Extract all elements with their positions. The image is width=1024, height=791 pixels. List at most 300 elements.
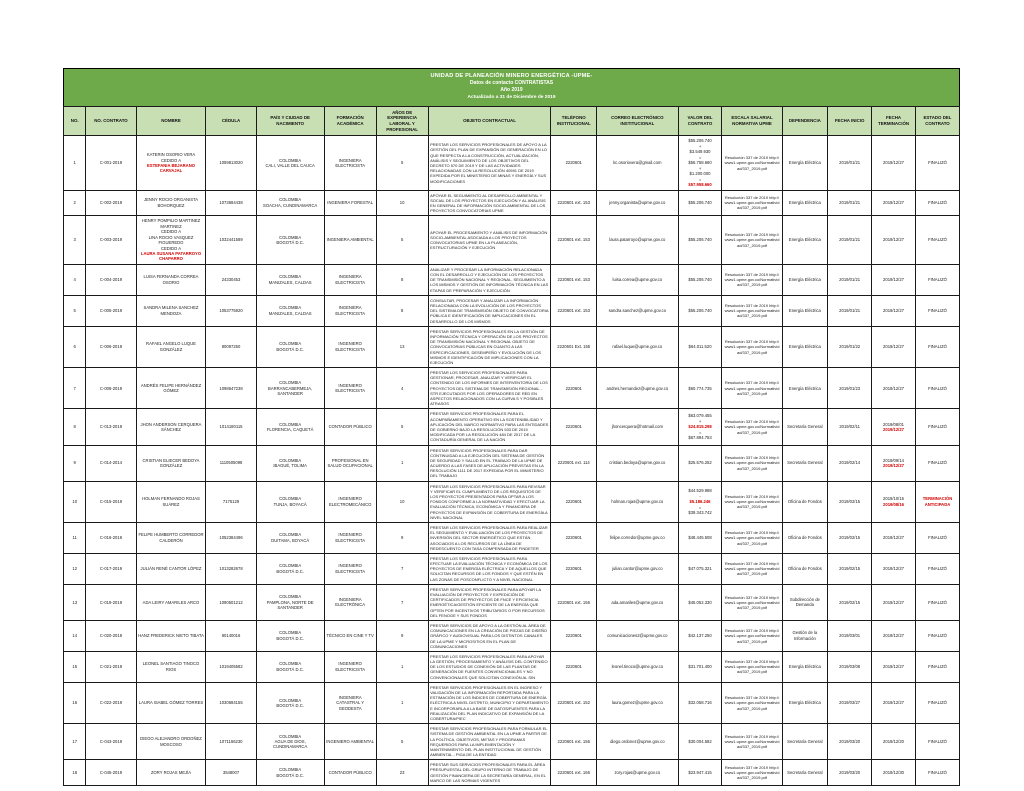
- cell-fecha_term: 2019/12/27: [872, 553, 916, 584]
- cell-objeto: PRESTAR LOS SERVICIOS PROFESIONALES PARA GESTIONAR, PROCESAR, ANALIZAR Y VERIFICAR EL CONTENIDO DE LOS INFORMES DE INTERVENTORÍA DE LOS PROYECTOS DEL SISTEMA DE TRANSMISIÓN REGIONAL - STR EJECUTADOS POR LOS OPERADORES DE RED EN ASPECTOS RELACIONADOS CON LA CURVA S Y POSIBLES ATRASOS: [428, 368, 551, 409]
- cell-correo: andres.hernandez@upme.gov.co: [597, 368, 679, 409]
- column-header-valor: VALOR DEL CONTRATO: [678, 106, 722, 136]
- cell-valor: $55.206.740: [678, 295, 722, 326]
- cell-cedula: 3548007: [206, 760, 256, 786]
- cell-no: 5: [64, 295, 86, 326]
- cell-telefono: 2220601: [551, 553, 597, 584]
- cell-pais: COLOMBIA BOGOTÁ D.C.: [256, 651, 324, 682]
- table-row: [64, 445, 960, 481]
- cell-contrato: C-002-2019: [86, 190, 136, 216]
- cell-contrato: C-019-2019: [86, 584, 136, 620]
- cell-nombre: ANDRÉS FELIPE HERNÁNDEZ GÓMEZ: [136, 368, 206, 409]
- cell-valor: $42.137.250: [678, 620, 722, 651]
- cell-anos: 10: [376, 190, 428, 216]
- cell-anos: 8: [376, 295, 428, 326]
- table-row: [64, 481, 960, 522]
- column-header-dependencia: DEPENDENCIA: [782, 106, 828, 136]
- cell-contrato: C-015-2019: [86, 481, 136, 522]
- cell-formacion: INGENIERA ELECTRICISTA: [324, 264, 376, 295]
- cell-telefono: 2220601 ext. 152: [551, 682, 597, 723]
- cell-valor: $31.701.400: [678, 651, 722, 682]
- cell-no: 10: [64, 481, 86, 522]
- column-header-objeto: OBJETO CONTRACTUAL: [428, 106, 551, 136]
- cell-formacion: INGENIERO ELECTRICISTA: [324, 553, 376, 584]
- cell-formacion: INGENIERO ELECTRICISTA: [324, 368, 376, 409]
- cell-escala: Resolución 337 de 2019 http://www1.upme.gov.co/Normatividad/337_2019.pdf: [722, 760, 782, 786]
- cell-dependencia: Gestión de la Información: [782, 620, 828, 651]
- table-header: [64, 106, 960, 136]
- cell-dependencia: Energía Eléctrica: [782, 326, 828, 367]
- cell-valor: $30.004.582: [678, 724, 722, 760]
- cell-valor: $55.206.740: [678, 216, 722, 265]
- cell-objeto: PRESTAR SERVICIOS PROFESIONALES PARA DAR CONTINUIDAD A LA EJECUCIÓN DEL SISTEMA DE GESTIÓN DE SEGURIDAD Y SALUD EN EL TRABAJO DE LA UPME DE ACUERDO A LAS FASES DE APLICACIÓN PREVISTAS EN LA RESOLUCIÓN 1111 DE 2017 EXPEDIDA POR EL MINISTERIO DEL TRABAJO: [428, 445, 551, 481]
- cell-escala: Resolución 337 de 2019 http://www1.upme.gov.co/Normatividad/337_2019.pdf: [722, 651, 782, 682]
- cell-estado: FINALIZÓ: [915, 136, 959, 190]
- cell-fecha_inicio: 2019/01/22: [828, 326, 872, 367]
- cell-cedula: 1098647238: [206, 368, 256, 409]
- table-row: [64, 522, 960, 553]
- cell-objeto: PRESTAR SERVICIOS PROFESIONALES EN EL INGRESO Y VALIDACIÓN DE LA INFORMACIÓN REPORTADA PARA LA ESTIMACIÓN DE LOS ÍNDICES DE COBERTURA DE ENERGÍA ELÉCTRICA A NIVEL DISTRITO, MUNICIPIO Y DEPARTAMENTO E INCORPORARLA A LA BASE DE DATOS/FUENTES PARA LA REALIZACIÓN DEL PLAN INDICATIVO DE EXPANSIÓN DE LA COBERTURA/PIEC: [428, 682, 551, 723]
- cell-pais: COLOMBIA BOGOTÁ D.C.: [256, 760, 324, 786]
- cell-correo: zory.rojas@upme.gov.co: [597, 760, 679, 786]
- cell-fecha_inicio: 2019/03/27: [828, 682, 872, 723]
- cell-fecha_inicio: 2019/01/21: [828, 190, 872, 216]
- cell-valor: $64.011.520: [678, 326, 722, 367]
- cell-pais: COLOMBIA SOACHA, CUNDINAMARCA: [256, 190, 324, 216]
- cell-fecha_inicio: 2019/02/15: [828, 481, 872, 522]
- cell-dependencia: Secretaría General: [782, 724, 828, 760]
- cell-objeto: APOYAR EL PROCESAMIENTO Y ANÁLISIS DE INFORMACIÓN SOCIO-AMBIENTAL ASOCIADA A LOS PROYECTOS CONVOCATORIAS UPME EN LA PLANEACIÓN, ESTRUCTURACIÓN Y EJECUCIÓN: [428, 216, 551, 265]
- cell-correo: rafael.luque@upme.gov.co: [597, 326, 679, 367]
- cell-fecha_inicio: 2019/01/21: [828, 136, 872, 190]
- cell-anos: 5: [376, 216, 428, 265]
- cell-correo: diego.ordonez@upme.gov.co: [597, 724, 679, 760]
- cell-fecha_inicio: 2019/02/15: [828, 584, 872, 620]
- cell-escala: Resolución 337 de 2019 http://www1.upme.gov.co/Normatividad/337_2019.pdf: [722, 682, 782, 723]
- cell-fecha_term: 2019/12/27: [872, 326, 916, 367]
- cell-contrato: C-005-2019: [86, 295, 136, 326]
- cell-escala: Resolución 337 de 2019 http://www1.upme.gov.co/Normatividad/337_2019.pdf: [722, 522, 782, 553]
- cell-no: 8: [64, 409, 86, 445]
- cell-telefono: 2220601 ext. 166: [551, 760, 597, 786]
- cell-dependencia: Energía Eléctrica: [782, 651, 828, 682]
- cell-cedula: 1032441589: [206, 216, 256, 265]
- cell-fecha_inicio: 2019/01/23: [828, 368, 872, 409]
- cell-anos: 4: [376, 368, 428, 409]
- cell-dependencia: Secretaría General: [782, 760, 828, 786]
- cell-nombre: CRISTIAN ELIECER BEDOYA GONZÁLEZ: [136, 445, 206, 481]
- cell-nombre: KATERIN OSORIO VERA CEDIDO A ESTEFANIA BEJARANO CARVAJAL: [136, 136, 206, 190]
- cell-anos: 5: [376, 136, 428, 190]
- cell-estado: FINALIZÓ: [915, 216, 959, 265]
- cell-cedula: 24330453: [206, 264, 256, 295]
- cell-dependencia: Energía Eléctrica: [782, 682, 828, 723]
- cell-contrato: C-003-2019: [86, 216, 136, 265]
- cell-nombre: JHON ANDERSON CERQUERA SÁNCHEZ: [136, 409, 206, 445]
- cell-contrato: C-020-2019: [86, 620, 136, 651]
- cell-objeto: PRESTAR LOS SERVICIOS PROFESIONALES PARA REALIZAR EL SEGUIMIENTO Y EVALUACIÓN DE LOS PROYECTOS DE INVERSIÓN DEL SECTOR ENERGÉTICO QUE ESTÁN ASOCIADOS A LOS RECURSOS DE LA LÍNEA DE REDESCUENTO CON TASA COMPENSADA DE FINDETER: [428, 522, 551, 553]
- cell-cedula: 7175129: [206, 481, 256, 522]
- cell-fecha_term: 2019/12/27: [872, 368, 916, 409]
- cell-anos: 5: [376, 724, 428, 760]
- table-row: [64, 216, 960, 265]
- cell-estado: FINALIZÓ: [915, 190, 959, 216]
- cell-estado: FINALIZÓ: [915, 522, 959, 553]
- cell-pais: COLOMBIA MANIZALES, CALDAS: [256, 295, 324, 326]
- cell-correo: laura.gomez@upme.gov.co: [597, 682, 679, 723]
- cell-correo: sandra.sanchez@upme.gov.co: [597, 295, 679, 326]
- cell-dependencia: Oficina de Fondos: [782, 522, 828, 553]
- cell-nombre: ADA LEIRY AMARILES ARCO: [136, 584, 206, 620]
- cell-correo: felipe.corredor@upme.gov.co: [597, 522, 679, 553]
- cell-cedula: 1013282678: [206, 553, 256, 584]
- cell-formacion: PROFESIONAL EN SALUD OCUPACIONAL: [324, 445, 376, 481]
- table-row: [64, 326, 960, 367]
- cell-fecha_term: 2019/12/20: [872, 724, 916, 760]
- page-subtitle: Datos de contacto CONTRATISTAS: [469, 80, 554, 87]
- cell-pais: COLOMBIA BOGOTÁ D.C.: [256, 553, 324, 584]
- cell-formacion: INGENIERO ELECTROMECÁNICO: [324, 481, 376, 522]
- cell-contrato: C-045-2019: [86, 760, 136, 786]
- cell-contrato: C-008-2019: [86, 368, 136, 409]
- cell-nombre: DIEGO ALEJANDRO ORDOÑEZ MOSCOSO: [136, 724, 206, 760]
- cell-correo: comunicaciones2@upme.gov.co: [597, 620, 679, 651]
- cell-telefono: 2220601: [551, 651, 597, 682]
- cell-contrato: C-022-2019: [86, 682, 136, 723]
- cell-telefono: 2220601 Ext. 155: [551, 326, 597, 367]
- cell-valor: $47.075.321: [678, 553, 722, 584]
- cell-escala: Resolución 337 de 2019 http://www1.upme.gov.co/Normatividad/337_2019.pdf: [722, 409, 782, 445]
- cell-correo: jenny.organista@upme.gov.co: [597, 190, 679, 216]
- cell-fecha_inicio: 2019/02/14: [828, 445, 872, 481]
- cell-contrato: C-021-2019: [86, 651, 136, 682]
- cell-estado: FINALIZÓ: [915, 409, 959, 445]
- column-header-formacion: FORMACIÓN ACADÉMICA: [324, 106, 376, 136]
- column-header-telefono: TELÉFONO INSTITUCIONAL: [551, 106, 597, 136]
- cell-escala: Resolución 337 de 2019 http://www1.upme.gov.co/Normatividad/337_2019.pdf: [722, 724, 782, 760]
- cell-pais: COLOMBIA CALI, VALLE DEL CAUCA: [256, 136, 324, 190]
- cell-contrato: C-014-2014: [86, 445, 136, 481]
- cell-objeto: PRESTAR SERVICIOS DE APOYO A LA GESTIÓN AL ÁREA DE COMUNICACIONES EN LA CREACIÓN DE PIEZAS DE DISEÑO GRÁFICO Y AUDIOVISUAL PARA LOS DISTINTOS CANALES DE LA UPME Y MICROSITIOS EN EL PLAN DE COMUNICACIONES: [428, 620, 551, 651]
- cell-contrato: C-043-2019: [86, 724, 136, 760]
- table-body: [64, 136, 960, 786]
- cell-fecha_term: 2019/12/30: [872, 760, 916, 786]
- cell-nombre: SANDRA MILENA SANCHEZ MENDOZA: [136, 295, 206, 326]
- page-title: UNIDAD DE PLANEACIÓN MINERO ENERGÉTICA -UPME-: [430, 73, 593, 79]
- cell-fecha_term: 2019/12/27: [872, 190, 916, 216]
- cell-telefono: 2220601: [551, 620, 597, 651]
- cell-anos: 10: [376, 481, 428, 522]
- cell-correo: leonel.tinoco@upme.gov.co: [597, 651, 679, 682]
- cell-fecha_term: 2019/09/14 2019/12/27: [872, 445, 916, 481]
- table-row: [64, 620, 960, 651]
- cell-escala: Resolución 337 de 2019 http://www1.upme.gov.co/Normatividad/337_2019.pdf: [722, 190, 782, 216]
- cell-no: 4: [64, 264, 86, 295]
- cell-formacion: INGENIERO ELECTRICISTA: [324, 651, 376, 682]
- cell-pais: COLOMBIA IBAGUÉ, TOLIMA: [256, 445, 324, 481]
- cell-escala: Resolución 337 de 2019 http://www1.upme.gov.co/Normatividad/337_2019.pdf: [722, 584, 782, 620]
- table-row: [64, 295, 960, 326]
- cell-telefono: 2220601 ext. 114: [551, 445, 597, 481]
- cell-formacion: CONTADOR PÚBLICO: [324, 760, 376, 786]
- cell-fecha_term: 2019/10/15 2019/08/16: [872, 481, 916, 522]
- header-row: [64, 106, 960, 136]
- column-header-estado: ESTADO DEL CONTRATO: [915, 106, 959, 136]
- cell-valor: $23.947.415: [678, 760, 722, 786]
- cell-fecha_inicio: 2019/01/21: [828, 295, 872, 326]
- column-header-pais: PAÍS Y CIUDAD DE NACIMIENTO: [256, 106, 324, 136]
- table-row: [64, 760, 960, 786]
- column-header-contrato: NO. CONTRATO: [86, 106, 136, 136]
- cell-anos: 23: [376, 760, 428, 786]
- cell-cedula: 1110505098: [206, 445, 256, 481]
- cell-fecha_inicio: 2019/01/21: [828, 264, 872, 295]
- cell-formacion: INGENIERA ELECTRICISTA: [324, 295, 376, 326]
- cell-estado: FINALIZÓ: [915, 445, 959, 481]
- table-row: [64, 584, 960, 620]
- column-header-fecha_inicio: FECHA INICIO: [828, 106, 872, 136]
- cell-contrato: C-001-2019: [86, 136, 136, 190]
- cell-formacion: TÉCNICO EN CINE Y TV: [324, 620, 376, 651]
- cell-estado: FINALIZÓ: [915, 760, 959, 786]
- cell-objeto: PRESTAR SERVICIOS PROFESIONALES PARA FORMULAR EL SISTEMA DE GESTIÓN AMBIENTAL EN LA UPME A PARTIR DE LA POLÍTICA, OBJETIVOS, METAS Y PROGRAMAS REQUERIDOS PARA LA IMPLEMENTACIÓN Y MANTENIMIENTO DEL PLAN INSTITUCIONAL DE GESTIÓN AMBIENTAL - PIGA DE LA ENTIDAD: [428, 724, 551, 760]
- cell-escala: Resolución 337 de 2019 http://www1.upme.gov.co/Normatividad/337_2019.pdf: [722, 620, 782, 651]
- cell-pais: COLOMBIA BOGOTÁ D.C.: [256, 682, 324, 723]
- cell-pais: COLOMBIA AGUA DE DIOS, CUNDINAMARCA: [256, 724, 324, 760]
- cell-pais: COLOMBIA PAMPLONA, NORTE DE SANTANDER: [256, 584, 324, 620]
- cell-escala: Resolución 337 de 2019 http://www1.upme.gov.co/Normatividad/337_2019.pdf: [722, 368, 782, 409]
- cell-cedula: 80097250: [206, 326, 256, 367]
- cell-anos: 9: [376, 620, 428, 651]
- cell-fecha_inicio: 2019/02/15: [828, 522, 872, 553]
- column-header-correo: CORREO ELECTRÓNICO INSTITUCIONAL: [597, 106, 679, 136]
- cell-telefono: 2220601 ext. 153: [551, 190, 597, 216]
- page-updated-date: Actualizado a 31 de Diciembre de 2019: [467, 94, 556, 100]
- cell-telefono: 2220601: [551, 522, 597, 553]
- cell-contrato: C-006-2019: [86, 326, 136, 367]
- cell-dependencia: Oficina de Fondos: [782, 553, 828, 584]
- cell-no: 17: [64, 724, 86, 760]
- cell-telefono: 2220601: [551, 481, 597, 522]
- cell-no: 7: [64, 368, 86, 409]
- cell-estado: TERMINACIÓN ANTICIPADA: [915, 481, 959, 522]
- cell-objeto: PRESTAR SERVICIOS PROFESIONALES PARA EL ACOMPAÑAMIENTO OPERATIVO EN LA SOSTENIBILIDAD Y APLICACIÓN DEL MARCO NORMATIVO PARA LAS ENTIDADES DE GOBIERNO BAJO LA RESOLUCIÓN 533 DE 2015 MODIFICADA POR LA RESOLUCIÓN 484 DE 2017 DE LA CONTADURÍA GENERAL DE LA NACIÓN: [428, 409, 551, 445]
- cell-cedula: 80140016: [206, 620, 256, 651]
- cell-dependencia: Subdirección de Demanda: [782, 584, 828, 620]
- cell-pais: COLOMBIA DUITAMA, BOYACÁ: [256, 522, 324, 553]
- cell-estado: FINALIZÓ: [915, 553, 959, 584]
- cell-objeto: PRESTAR LOS SERVICIOS PROFESIONALES PARA EFECTUAR LA EVALUACIÓN TÉCNICA Y ECONÓMICA DE LOS PROYECTOS DE ENERGÍA ELÉCTRICA Y DE AQUELLOS QUE SOLICITAN RECURSOS DE LOS FONDOS Y QUE ESTÉN EN LAS ZONAS DE POSCONFLICTO Y A NIVEL NACIONAL: [428, 553, 551, 584]
- cell-nombre: FELIPE HUMBERTO CORREDOR CALDERÓN: [136, 522, 206, 553]
- cell-no: 6: [64, 326, 86, 367]
- cell-fecha_term: 2019/08/01 2019/12/27: [872, 409, 916, 445]
- cell-no: 9: [64, 445, 86, 481]
- cell-valor: $55.206.740 + $3.549.930 = $56.758.660 + $1.200.000 = $57.958.660: [678, 136, 722, 190]
- cell-escala: Resolución 337 de 2019 http://www1.upme.gov.co/Normatividad/337_2019.pdf: [722, 481, 782, 522]
- column-header-nombre: NOMBRE: [136, 106, 206, 136]
- cell-nombre: LEONEL SANTIAGO TINOCO RIOS: [136, 651, 206, 682]
- contractors-sheet: [63, 68, 960, 786]
- cell-valor: $25.576.252: [678, 445, 722, 481]
- cell-formacion: INGENIERO ELECTRICISTA: [324, 522, 376, 553]
- cell-objeto: ANALIZAR Y PROCESAR LA INFORMACIÓN RELACIONADA CON EL DESARROLLO Y EJECUCIÓN DE LOS PROYECTOS DE TRANSMISIÓN NACIONAL Y REGIONAL, SEGUIMIENTO A LOS MISMOS Y GESTIÓN DE INFORMACIÓN TÉCNICA EN LAS ETAPAS DE PREPARACIÓN Y EJECUCIÓN: [428, 264, 551, 295]
- cell-fecha_inicio: 2019/03/20: [828, 724, 872, 760]
- cell-estado: FINALIZÓ: [915, 584, 959, 620]
- cell-fecha_inicio: 2019/03/20: [828, 760, 872, 786]
- cell-dependencia: Energía Eléctrica: [782, 190, 828, 216]
- cell-estado: FINALIZÓ: [915, 724, 959, 760]
- cell-formacion: INGENIERA AMBIENTAL: [324, 216, 376, 265]
- cell-fecha_inicio: 2019/02/11: [828, 409, 872, 445]
- cell-cedula: 1071166230: [206, 724, 256, 760]
- cell-anos: 1: [376, 445, 428, 481]
- cell-dependencia: Secretaría General: [782, 445, 828, 481]
- cell-pais: COLOMBIA MANIZALES, CALDAS: [256, 264, 324, 295]
- cell-dependencia: Energía Eléctrica: [782, 264, 828, 295]
- cell-no: 18: [64, 760, 86, 786]
- cell-nombre: HOLMAN FERNANDO ROJAS SUÁREZ: [136, 481, 206, 522]
- cell-formacion: CONTADOR PÚBLICO: [324, 409, 376, 445]
- cell-fecha_term: 2019/12/27: [872, 216, 916, 265]
- cell-no: 2: [64, 190, 86, 216]
- cell-telefono: 2220601 ext. 153: [551, 216, 597, 265]
- cell-pais: COLOMBIA BARRANCABERMEJA, SANTANDER: [256, 368, 324, 409]
- cell-telefono: 2220601 ext. 153: [551, 295, 597, 326]
- cell-no: 13: [64, 584, 86, 620]
- cell-dependencia: Energía Eléctrica: [782, 368, 828, 409]
- cell-valor: $32.058.716: [678, 682, 722, 723]
- cell-cedula: 1052384496: [206, 522, 256, 553]
- cell-contrato: C-017-2019: [86, 553, 136, 584]
- table-row: [64, 368, 960, 409]
- cell-formacion: INGENIERA ELECTRÓNICA: [324, 584, 376, 620]
- cell-objeto: PRESTAR LOS SERVICIOS PROFESIONALES PARA REVISAR Y VERIFICAR EL CUMPLIMIENTO DE LOS REQUISITOS DE LOS PROYECTOS PRESENTADOS PARA OPTAR A LOS FONDOS CONFORME A LA NORMATIVIDAD Y EFECTUAR LA EVALUACIÓN TÉCNICA, ECONÓMICA Y FINANCIERA DE PROYECTOS DE EXPANSIÓN DE COBERTURA DE ENERGÍA A NIVEL NACIONAL: [428, 481, 551, 522]
- cell-nombre: HENRY POMPILIO MARTINEZ MARTINEZ CEDIDO A LINA ROCIO VASQUEZ FIGUEREDO CEDIDO A LAURA SUSANA PATARROYO CHAPARRO: [136, 216, 206, 265]
- cell-fecha_inicio: 2019/02/15: [828, 553, 872, 584]
- contracts-table: [63, 106, 960, 786]
- table-row: [64, 190, 960, 216]
- cell-nombre: LAURA ISABEL GÓMEZ TORRES: [136, 682, 206, 723]
- cell-correo: julian.cantor@upme.gov.co: [597, 553, 679, 584]
- cell-estado: FINALIZÓ: [915, 295, 959, 326]
- cell-no: 1: [64, 136, 86, 190]
- cell-anos: 7: [376, 553, 428, 584]
- cell-formacion: INGENIERA ELECTRICISTA: [324, 136, 376, 190]
- table-row: [64, 409, 960, 445]
- table-row: [64, 264, 960, 295]
- cell-formacion: INGENIERO ELECTRICISTA: [324, 326, 376, 367]
- cell-valor: $55.206.740: [678, 190, 722, 216]
- cell-correo: kc.osoriovera@gmail.com: [597, 136, 679, 190]
- cell-valor: $44.529.988 - $5.186.246 = $39.343.742: [678, 481, 722, 522]
- cell-pais: COLOMBIA BOGOTÁ D.C.: [256, 216, 324, 265]
- cell-fecha_term: 2019/12/27: [872, 584, 916, 620]
- cell-contrato: C-013-2019: [86, 409, 136, 445]
- cell-fecha_inicio: 2019/03/08: [828, 651, 872, 682]
- cell-nombre: HANZ FREDERICK NIETO TIBATA: [136, 620, 206, 651]
- cell-cedula: 1073684438: [206, 190, 256, 216]
- cell-pais: COLOMBIA FLORENCIA, CAQUETÁ: [256, 409, 324, 445]
- cell-objeto: APOYAR EL SEGUIMIENTO AL DESARROLLO AMBIENTAL Y SOCIAL DE LOS PROYECTOS EN EJECUCIÓN Y AL ANÁLISIS EN GENERAL DE INFORMACIÓN SOCIO-AMBIENTAL DE LOS PROYECTOS CONVOCATORIAS UPME: [428, 190, 551, 216]
- cell-no: 11: [64, 522, 86, 553]
- cell-no: 3: [64, 216, 86, 265]
- table-row: [64, 682, 960, 723]
- cell-fecha_term: 2019/12/27: [872, 620, 916, 651]
- cell-pais: COLOMBIA TUNJA, BOYACÁ: [256, 481, 324, 522]
- cell-cedula: 1030684155: [206, 682, 256, 723]
- cell-fecha_term: 2019/12/27: [872, 295, 916, 326]
- cell-escala: Resolución 337 de 2019 http://www1.upme.gov.co/Normatividad/337_2019.pdf: [722, 326, 782, 367]
- cell-no: 16: [64, 682, 86, 723]
- cell-correo: laura.patarroyo@upme.gov.co: [597, 216, 679, 265]
- cell-nombre: ZORY ROJAS MEJÍA: [136, 760, 206, 786]
- cell-correo: jhoncerquera@hotmail.com: [597, 409, 679, 445]
- column-header-cedula: CÉDULA: [206, 106, 256, 136]
- cell-correo: holman.rojas@upme.gov.co: [597, 481, 679, 522]
- cell-cedula: 1090501212: [206, 584, 256, 620]
- cell-fecha_term: 2019/12/27: [872, 264, 916, 295]
- cell-dependencia: Energía Eléctrica: [782, 295, 828, 326]
- cell-escala: Resolución 337 de 2019 http://www1.upme.gov.co/Normatividad/337_2019.pdf: [722, 264, 782, 295]
- cell-nombre: JULIÁN RENÉ CANTOR LÓPEZ: [136, 553, 206, 584]
- cell-pais: COLOMBIA BOGOTÁ D.C.: [256, 620, 324, 651]
- cell-fecha_term: 2019/12/27: [872, 651, 916, 682]
- cell-escala: Resolución 337 de 2019 http://www1.upme.gov.co/Normatividad/337_2019.pdf: [722, 216, 782, 265]
- column-header-fecha_term: FECHA TERMINACIÓN: [872, 106, 916, 136]
- table-row: [64, 724, 960, 760]
- cell-objeto: PRESTAR SERVICIOS PROFESIONALES PARA APOYAR LA EVALUACIÓN DE PROYECTOS Y EXPEDICIÓN DE CERTIFICADOS DE PROYECTOS DE FNCE Y EFICIENCIA ENERGÉTICA/GESTIÓN EFICIENTE DE LA ENERGÍA QUE OPTEN POR INCENTIVOS TRIBUTARIOS O POR RECURSOS DEL FENOGE Y SUS FONDOS: [428, 584, 551, 620]
- cell-anos: 7: [376, 584, 428, 620]
- cell-anos: 9: [376, 522, 428, 553]
- cell-valor: $48.445.508: [678, 522, 722, 553]
- cell-fecha_term: 2019/12/27: [872, 522, 916, 553]
- cell-cedula: 1059813020: [206, 136, 256, 190]
- cell-telefono: 2220601: [551, 368, 597, 409]
- cell-estado: FINALIZÓ: [915, 326, 959, 367]
- cell-escala: Resolución 337 de 2019 http://www1.upme.gov.co/Normatividad/337_2019.pdf: [722, 295, 782, 326]
- cell-fecha_term: 2019/12/27: [872, 136, 916, 190]
- cell-objeto: CONSULTAR, PROCESAR Y ANALIZAR LA INFORMACIÓN RELACIONADA CON LA EVOLUCIÓN DE LOS PROYECTOS DEL SISTEMA DE TRANSMISIÓN OBJETO DE CONVOCATORIA PÚBLICA E IDENTIFICACIÓN DE IMPLICACIONES EN EL DESARROLLO DE LOS MISMOS: [428, 295, 551, 326]
- cell-objeto: PRESTAR LOS SERVICIOS PROFESIONALES PARA APOYAR LA GESTIÓN, PROCESAMIENTO Y ANÁLISIS DEL CONTENIDO DE LOS ESTUDIOS DE CONEXIÓN DE LAS PLANTAS DE GENERACIÓN DE FUENTES CONVENCIONALES Y NO CONVENCIONALES QUE SOLICITAN CONEXIÓN AL SIN: [428, 651, 551, 682]
- cell-valor: $45.052.330: [678, 584, 722, 620]
- cell-anos: 13: [376, 326, 428, 367]
- cell-fecha_term: 2019/12/27: [872, 682, 916, 723]
- cell-estado: FINALIZÓ: [915, 651, 959, 682]
- cell-dependencia: Energía Eléctrica: [782, 136, 828, 190]
- cell-correo: luisa.correa@upme.gov.co: [597, 264, 679, 295]
- cell-escala: Resolución 337 de 2019 http://www1.upme.gov.co/Normatividad/337_2019.pdf: [722, 445, 782, 481]
- cell-anos: 5: [376, 409, 428, 445]
- cell-fecha_inicio: 2019/01/21: [828, 216, 872, 265]
- cell-valor: $63.079.455 + $24.815.298 = $67.894.753: [678, 409, 722, 445]
- cell-anos: 1: [376, 682, 428, 723]
- cell-dependencia: Secretaría General: [782, 409, 828, 445]
- cell-contrato: C-004-2019: [86, 264, 136, 295]
- cell-telefono: 2220601 ext. 153: [551, 264, 597, 295]
- cell-dependencia: Oficina de Fondos: [782, 481, 828, 522]
- cell-objeto: PRESTAR LOS SERVICIOS PROFESIONALES DE APOYO A LA GESTIÓN DEL PLAN DE EXPANSIÓN DE GENERACIÓN EN LO QUE RESPECTA A LA CONSTRUCCIÓN, ACTUALIZACIÓN, ANÁLISIS Y SEGUIMIENTO DE LOS OBJETIVOS DEL DECRETO 570 DE 2019 Y DE LAS ACTIVIDADES RELACIONADAS CON LA RESOLUCIÓN 40591 DE 2019 EXPEDIDA POR EL MINISTERIO DE MINAS Y ENERGÍA Y SUS MODIFICACIONES: [428, 136, 551, 190]
- cell-telefono: 2220601: [551, 409, 597, 445]
- cell-formacion: INGENIERO AMBIENTAL: [324, 724, 376, 760]
- cell-anos: 1: [376, 651, 428, 682]
- cell-telefono: 2220601 ext. 156: [551, 584, 597, 620]
- cell-cedula: 1014180115: [206, 409, 256, 445]
- page-year: Año 2019: [500, 87, 523, 94]
- cell-contrato: C-016-2019: [86, 522, 136, 553]
- cell-dependencia: Energía Eléctrica: [782, 216, 828, 265]
- cell-escala: Resolución 337 de 2019 http://www1.upme.gov.co/Normatividad/337_2019.pdf: [722, 136, 782, 190]
- cell-cedula: 1053775920: [206, 295, 256, 326]
